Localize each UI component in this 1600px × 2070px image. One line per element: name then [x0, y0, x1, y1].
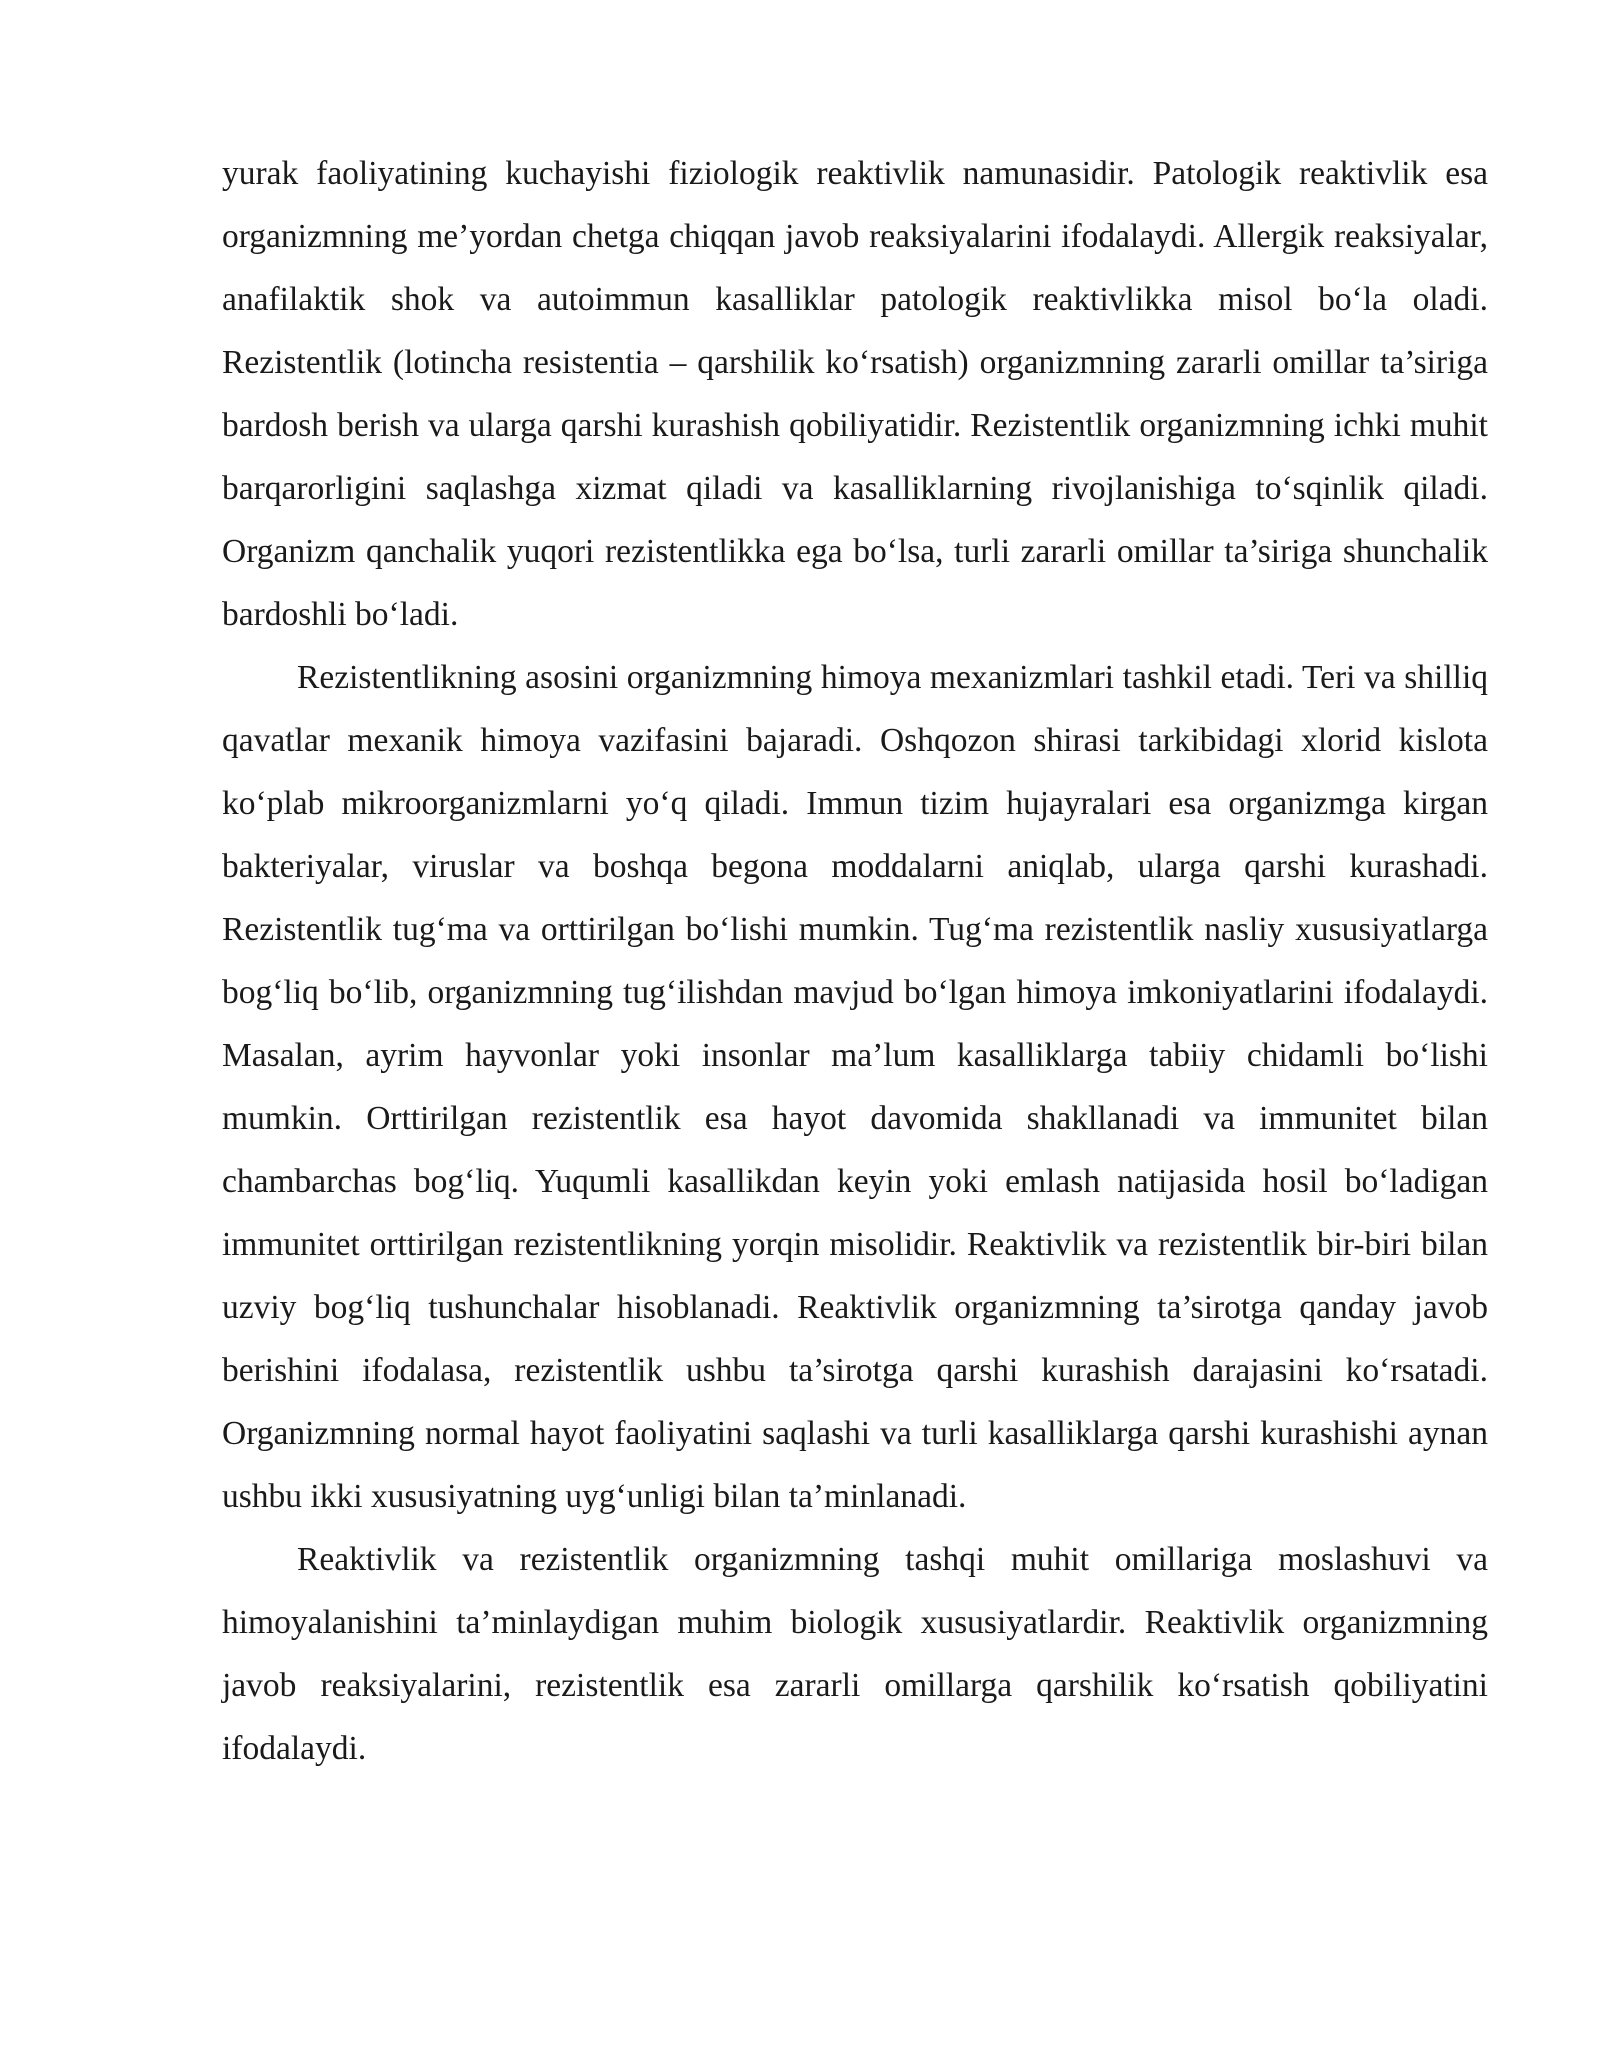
paragraph-resistance-mechanisms: Rezistentlikning asosini organizmning himoya mexanizmlari tashkil etadi. Teri va shilliq qavatlar mexanik himoya vazifasini bajaradi. Oshqozon shirasi tarkibidagi xlorid kislota ko‘plab mikroorganizmlarni yo‘q qiladi. Immun tizim hujayralari esa organizmga kirgan bakteriyalar, viruslar va boshqa begona moddalarni aniqlab, ularga qarshi kurashadi. Rezistentlik tug‘ma va orttirilgan bo‘lishi mumkin. Tug‘ma rezistentlik nasliy xususiyatlarga bog‘liq bo‘lib, organizmning tug‘ilishdan mavjud bo‘lgan himoya imkoniyatlarini ifodalaydi. Masalan, ayrim hayvonlar yoki insonlar ma’lum kasalliklarga tabiiy chidamli bo‘lishi mumkin. Orttirilgan rezistentlik esa hayot davomida shakllanadi va immunitet bilan chambarchas bog‘liq. Yuqumli kasallikdan keyin yoki emlash natijasida hosil bo‘ladigan immunitet orttirilgan rezistentlikning yorqin misolidir. Reaktivlik va rezistentlik bir-biri bilan uzviy bog‘liq tushunchalar hisoblanadi. Reaktivlik organizmning ta’sirotga qanday javob berishini ifodalasa, rezistentlik ushbu ta’sirotga qarshi kurashish darajasini ko‘rsatadi. Organizmning normal hayot faoliyatini saqlashi va turli kasalliklarga qarshi kurashishi aynan ushbu ikki xususiyatning uyg‘unligi bilan ta’minlanadi.: [222, 659, 1488, 1515]
paragraph-continuation: yurak faoliyatining kuchayishi fiziologik reaktivlik namunasidir. Patologik reaktivlik esa organizmning me’yordan chetga chiqqan javob reaksiyalarini ifodalaydi. Allergik reaksiyalar, anafilaktik shok va autoimmun kasalliklar patologik reaktivlikka misol bo‘la oladi. Rezistentlik (lotincha resistentia – qarshilik ko‘rsatish) organizmning zararli omillar ta’siriga bardosh berish va ularga qarshi kurashish qobiliyatidir. Rezistentlik organizmning ichki muhit barqarorligini saqlashga xizmat qiladi va kasalliklarning rivojlanishiga to‘sqinlik qiladi. Organizm qanchalik yuqori rezistentlikka ega bo‘lsa, turli zararli omillar ta’siriga shunchalik bardoshli bo‘ladi.: [222, 155, 1488, 633]
document-body: [222, 142, 1488, 1780]
paragraph-conclusion: Reaktivlik va rezistentlik organizmning tashqi muhit omillariga moslashuvi va himoyalanishini ta’minlaydigan muhim biologik xususiyatlardir. Reaktivlik organizmning javob reaksiyalarini, rezistentlik esa zararli omillarga qarshilik ko‘rsatish qobiliyatini ifodalaydi.: [222, 1541, 1488, 1767]
